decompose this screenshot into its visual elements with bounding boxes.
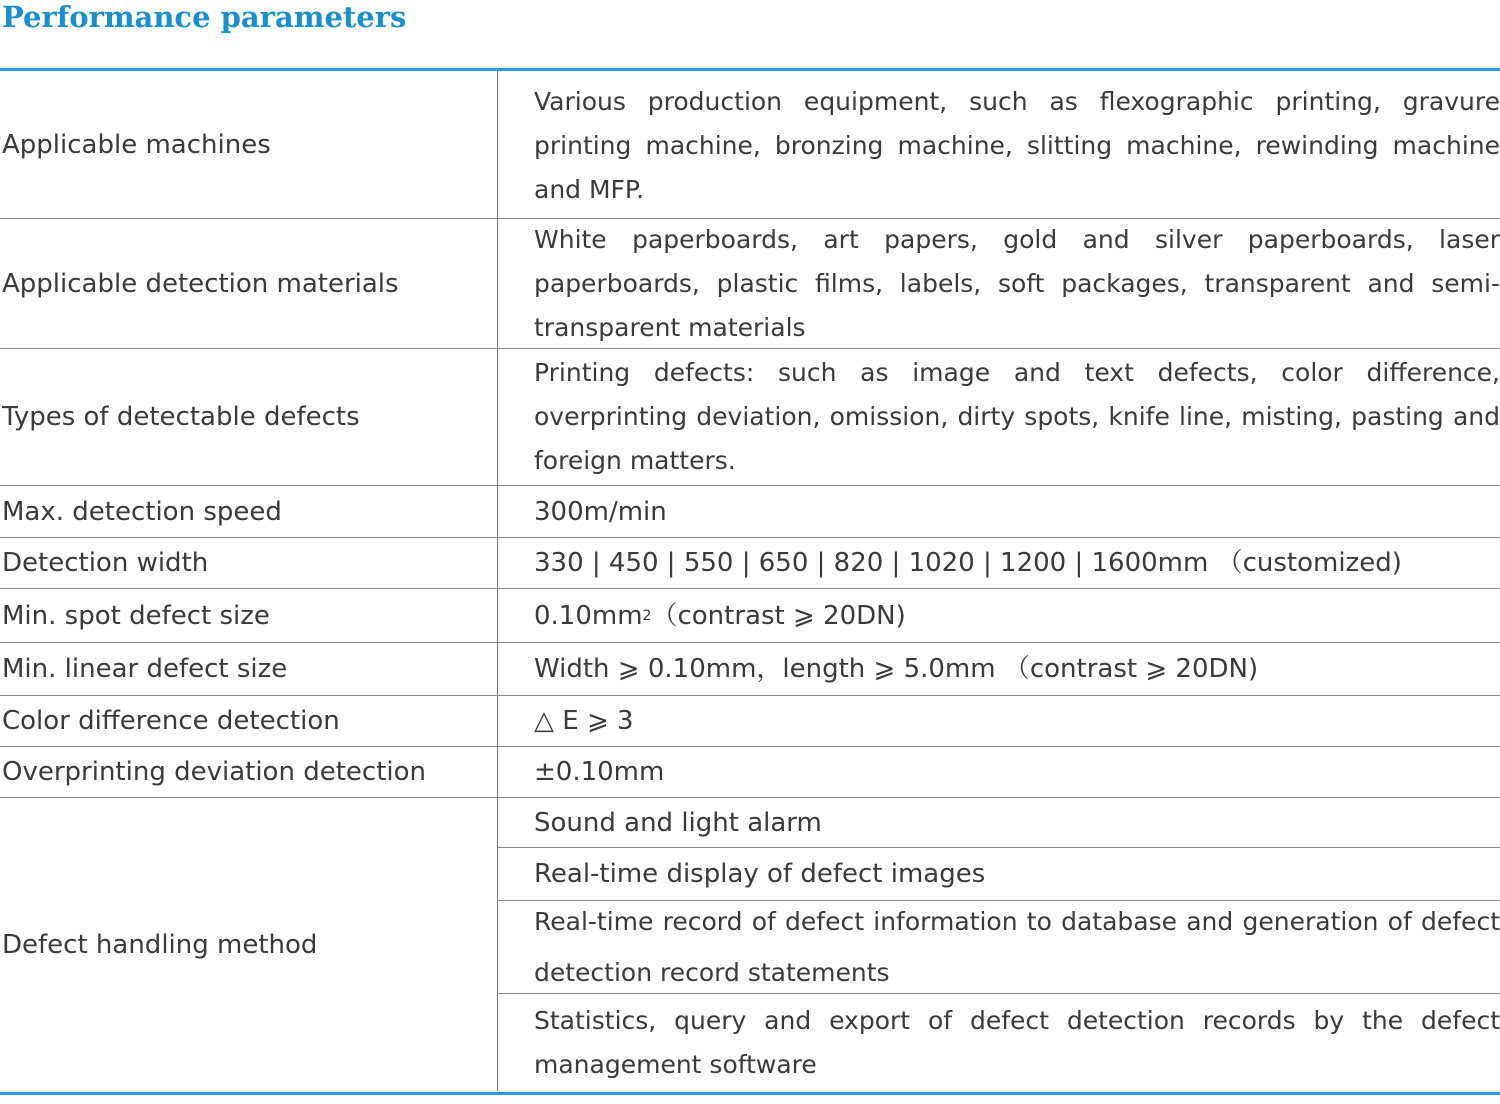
defect-handling-item: Sound and light alarm (534, 807, 822, 838)
column-divider (497, 71, 498, 1091)
row-label-max-speed: Max. detection speed (2, 496, 282, 527)
row-label-color-difference: Color difference detection (2, 706, 340, 736)
table-bottom-rule (0, 1092, 1500, 1095)
row-value-min-spot-defect: 0.10mm 2 （contrast ⩾ 20DN) (534, 589, 1500, 642)
row-label-detection-materials: Applicable detection materials (2, 268, 399, 299)
defect-handling-item: Real-time display of defect images (534, 859, 986, 889)
row-value-detection-materials: White paperboards, art papers, gold and silver paperboards, laser paperboards, plastic films, labels, soft packages, transparent and semi-transparent materials (534, 224, 1500, 342)
row-label-min-linear-defect: Min. linear defect size (2, 654, 288, 684)
row-label-min-spot-defect: Min. spot defect size (2, 600, 270, 631)
row-label-detectable-defects: Types of detectable defects (2, 402, 360, 432)
row-label-applicable-machines: Applicable machines (2, 129, 271, 160)
row-label-detection-width: Detection width (2, 548, 209, 578)
spot-size-main: 0.10mm (534, 600, 643, 631)
row-value-applicable-machines: Various production equipment, such as flexographic printing, gravure printing machine, bronzing machine, slitting machine, rewinding machine and MFP. (534, 86, 1500, 204)
row-value-min-linear-defect: Width ⩾ 0.10mm，length ⩾ 5.0mm （contrast ⩾ 20DN) (534, 654, 1259, 684)
row-value-max-speed: 300m/min (534, 496, 667, 527)
row-value-color-difference: △ E ⩾ 3 (534, 706, 634, 736)
defect-handling-item: Statistics, query and export of defect detection records by the defect management software (534, 1005, 1500, 1079)
row-value-overprinting-deviation: ±0.10mm (534, 757, 665, 787)
row-label-overprinting-deviation: Overprinting deviation detection (2, 757, 426, 787)
spot-size-contrast: （contrast ⩾ 20DN) (651, 600, 906, 631)
row-value-detection-width: 330 | 450 | 550 | 650 | 820 | 1020 | 1200 | 1600mm （customized) (534, 548, 1402, 578)
page-title: Performance parameters (2, 0, 407, 34)
row-label-defect-handling: Defect handling method (2, 929, 318, 960)
row-value-detectable-defects: Printing defects: such as image and text defects, color difference, overprinting deviation, omission, dirty spots, knife line, misting, pasting and foreign matters. (534, 358, 1500, 475)
defect-handling-item: Real-time record of defect information to database and generation of defect detection record statements (534, 907, 1500, 987)
